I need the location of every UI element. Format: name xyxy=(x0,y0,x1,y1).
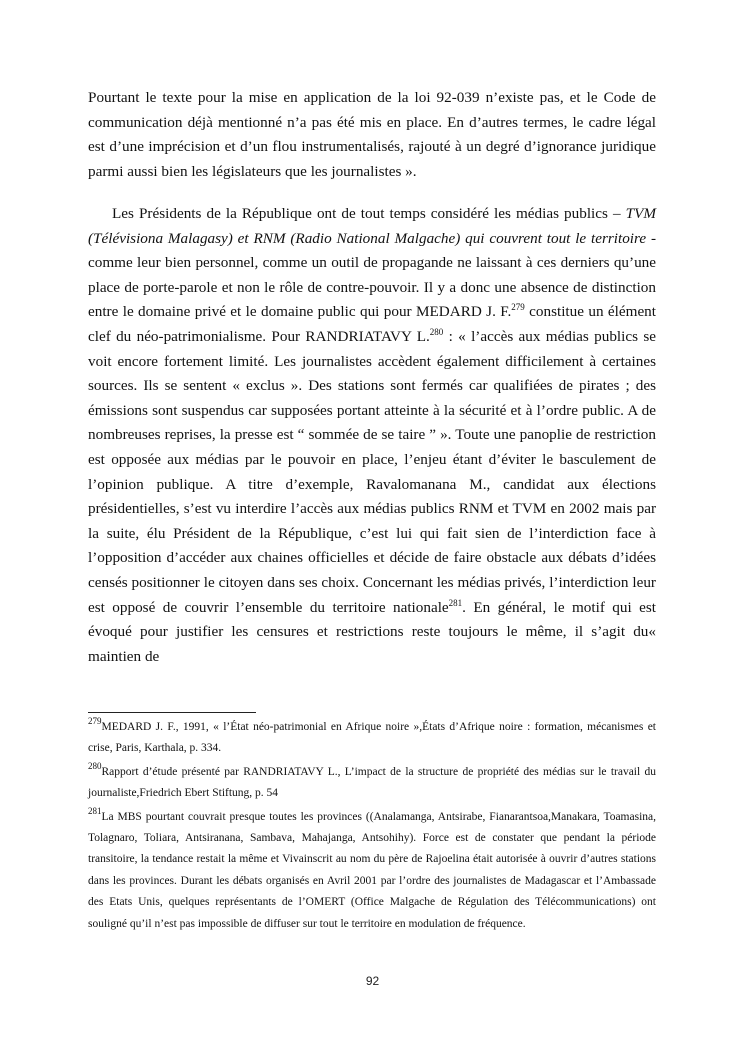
footnote-280 xyxy=(88,762,656,805)
footnote-ref-280[interactable]: 280 xyxy=(429,326,444,337)
paragraph-2-text-2: comme leur bien personnel, comme un outil de propagande ne laissant à ces derniers qu’une place de porte-parole et non le rôle de contre-pouvoir. Il y a donc une absence de distinction entre le domaine privé et le domaine public qui pour MEDARD J. F. xyxy=(88,254,656,321)
footnote-ref-279[interactable]: 279 xyxy=(511,302,525,313)
paragraph-2-text-3: constitue un élément clef du néo-patrimonialisme. Pour RANDRIATAVY L. xyxy=(88,303,656,345)
footnotes xyxy=(88,717,656,937)
paragraph-2-text-5: . En général, le motif qui est évoqué pour justifier les censures et restrictions reste toujours le même, il s’agit du« maintien de xyxy=(88,598,657,665)
footnote-number: 281 xyxy=(88,805,102,816)
paragraph-1 xyxy=(88,86,656,184)
footnote-ref-281[interactable]: 281 xyxy=(448,597,463,608)
paragraph-1-text: Pourtant le texte pour la mise en application de la loi 92-039 n’existe pas, et le Code de communication déjà mentionné n’a pas été mis en place. En d’autres termes, le cadre légal est d’une imprécision et d’un flou instrumentalisés, rajouté à un degré d’ignorance juridique parmi aussi bien les législateurs que les journalistes ». xyxy=(88,89,656,180)
footnote-text: La MBS pourtant couvrait presque toutes les provinces ((Analamanga, Antsirabe, Fianarantsoa,Manakara, Toamasina, Tolagnaro, Toliara, Antsiranana, Sambava, Mahajanga, Antsohihy). Force est de constater que pendant la période transitoire, la tendance restait la même et Vivainscrit au nom du père de Rajoelina était autorisée à ouvrir d’autres stations dans les provinces. Durant les débats organisés en Avril 2001 par l’ordre des journalistes de Madagascar et l’Ambassade des Etats Unis, quelques représentants de l’OMERT (Office Malgache de Régulation des Télécommunications) ont souligné qu’il n’est pas impossible de diffuser sur tout le territoire en modulation de fréquence. xyxy=(88,810,656,930)
footnote-281 xyxy=(88,807,656,935)
paragraph-2 xyxy=(88,202,656,669)
paragraph-2-text-4: : « l’accès aux médias publics se voit encore fortement limité. Les journalistes accèdent également difficilement à certaines sources. Ils se sentent « exclus ». Des stations sont fermés car qualifiées de pirates ; des émissions sont suspendus car supposées portant atteinte à la sécurité et à l’ordre public. A de nombreuses reprises, la presse est “ sommée de se taire ” ». Toute une panoplie de restriction est opposée aux médias par le pouvoir en place, l’enjeu étant d’éviter le basculement de l’opinion publique. A titre d’exemple, Ravalomanana M., candidat aux élections présidentielles, s’est vu interdire l’accès aux médias publics RNM et TVM en 2002 mais par la suite, élu Président de la République, c’est lui qui fait sien de l’interdiction face à l’opposition d’accéder aux chaines officielles et décide de faire obstacle aux débats d’idées censés positionner le citoyen dans ses choix. Concernant les médias privés, l’interdiction leur est opposé de couvrir l’ensemble du territoire nationale xyxy=(88,327,657,616)
footnote-text: MEDARD J. F., 1991, « l’État néo-patrimonial en Afrique noire »,États d’Afrique noire : formation, mécanismes et crise, Paris, Karthala, p. 334. xyxy=(88,721,656,755)
footnote-number: 280 xyxy=(88,760,102,771)
paragraph-2-italic-text: TVM (Télévisiona Malagasy) et RNM (Radio National Malgache) qui couvrent tout le territoire - xyxy=(88,205,656,247)
footnote-number: 279 xyxy=(88,716,102,726)
footnote-separator xyxy=(88,712,256,713)
page-number: 92 xyxy=(365,974,380,988)
footnote-279 xyxy=(88,717,656,760)
footnote-text: Rapport d’étude présenté par RANDRIATAVY L., L’impact de la structure de propriété des médias sur le travail du journaliste,Friedrich Ebert Stiftung, p. 54 xyxy=(88,765,656,800)
paragraph-2-text-1: Les Présidents de la République ont de tout temps considéré les médias publics – xyxy=(112,205,626,222)
